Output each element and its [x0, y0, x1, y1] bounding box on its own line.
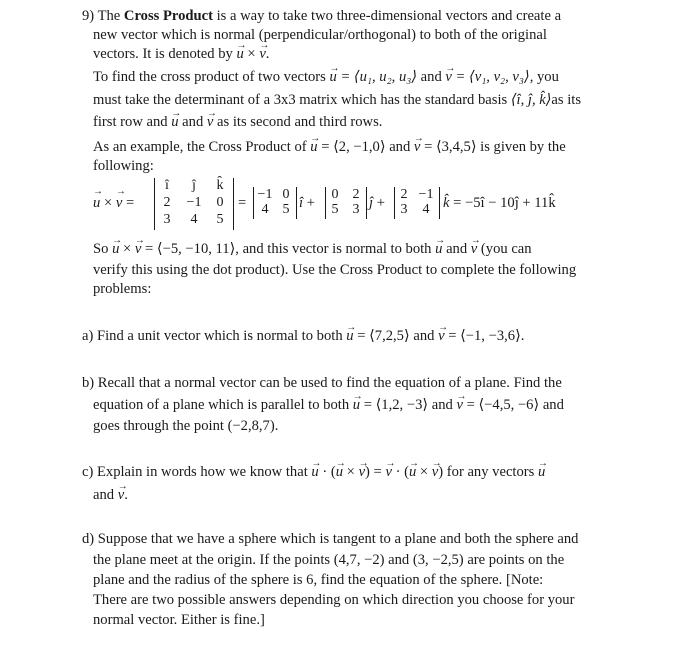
m3-cell: î [165, 178, 169, 193]
matrix-2x2-a [253, 187, 297, 219]
m2-cell: 2 [352, 187, 360, 202]
m2-cell: −1 [257, 187, 273, 202]
problem-number: 9) [82, 8, 95, 24]
part-d-line-3: plane and the radius of the sphere is 6, find the equation of the sphere. [Note: [93, 572, 544, 588]
part-b-line-1: b) Recall that a normal vector can be used to find the equation of a plane. Find the [82, 375, 562, 391]
m3-cell: 5 [216, 212, 224, 227]
m2-cell: 2 [400, 187, 408, 202]
problem-9-line-5: must take the determinant of a 3x3 matrix which has the standard basis ⟨î, ĵ, k̂⟩as its [93, 92, 582, 108]
cross-product-term: Cross Product [123, 8, 213, 24]
m2-cell: 0 [331, 187, 339, 202]
problem-9-line-7: As an example, the Cross Product of → u = ⟨2, −1,0⟩ and → v = ⟨3,4,5⟩ is given by the [93, 138, 566, 157]
problem-9-line-8: following: [93, 158, 154, 174]
part-d-line-4: There are two possible answers depending on which direction you choose for your [93, 592, 575, 608]
part-c-line-1: c) Explain in words how we know that → u · (→ u × → v) = → v · (→ u × → v) for any vectors → u [82, 463, 545, 482]
part-d-line-1: d) Suppose that we have a sphere which is tangent to a plane and both the sphere and [82, 531, 579, 547]
matrix-3x3 [154, 178, 234, 230]
part-d-line-5: normal vector. Either is fine.] [93, 612, 265, 628]
m2-cell: 0 [282, 187, 290, 202]
problem-9-line-10: verify this using the dot product). Use the Cross Product to complete the following [93, 262, 577, 278]
problem-9-line-2: new vector which is normal (perpendicular/orthogonal) to both of the original [93, 27, 547, 43]
m2-cell: 5 [282, 202, 290, 217]
m2-cell: 4 [261, 202, 269, 217]
part-b-line-2: equation of a plane which is parallel to both → u = ⟨1,2, −3⟩ and → v = ⟨−4,5, −6⟩ and [93, 396, 564, 415]
matrix-2x2-c [394, 187, 440, 219]
m3-cell: −1 [186, 195, 202, 210]
m3-cell: 3 [163, 212, 171, 227]
m2-cell: 5 [331, 202, 339, 217]
m3-cell: 2 [163, 195, 171, 210]
m2-cell: −1 [418, 187, 434, 202]
problem-9-line-1: 9) The Cross Product is a way to take two three-dimensional vectors and create a [82, 8, 562, 24]
matrix-2x2-b [325, 187, 367, 219]
problem-9-line-6: first row and → u and → v as its second and third rows. [93, 113, 382, 132]
part-d-line-2: the plane meet at the origin. If the points (4,7, −2) and (3, −2,5) are points on the [93, 552, 565, 568]
m2-cell: 3 [352, 202, 360, 217]
m3-cell: 4 [190, 212, 198, 227]
part-b-line-3: goes through the point (−2,8,7). [93, 418, 279, 434]
problem-9-line-11: problems: [93, 281, 152, 297]
m2-cell: 4 [422, 202, 430, 217]
problem-9-line-9: So → u × → v = ⟨−5, −10, 11⟩, and this vector is normal to both → u and → v (you can [93, 240, 532, 259]
problem-9-line-4: To find the cross product of two vectors → u = ⟨u₁, u₂, u₃⟩ and → v = ⟨v₁, v₂, v₃⟩, you [93, 68, 559, 87]
determinant-result: = −5î − 10ĵ + 11k̂ [453, 195, 556, 211]
problem-9-line-3: vectors. It is denoted by → u × → v. [93, 45, 269, 64]
m3-cell: 0 [216, 195, 224, 210]
m2-cell: 3 [400, 202, 408, 217]
part-a: a) Find a unit vector which is normal to both → u = ⟨7,2,5⟩ and → v = ⟨−1, −3,6⟩. [82, 327, 524, 346]
m3-cell: k̂ [216, 178, 224, 193]
m3-cell: ĵ [192, 178, 196, 193]
part-c-line-2: and → v. [93, 486, 128, 505]
